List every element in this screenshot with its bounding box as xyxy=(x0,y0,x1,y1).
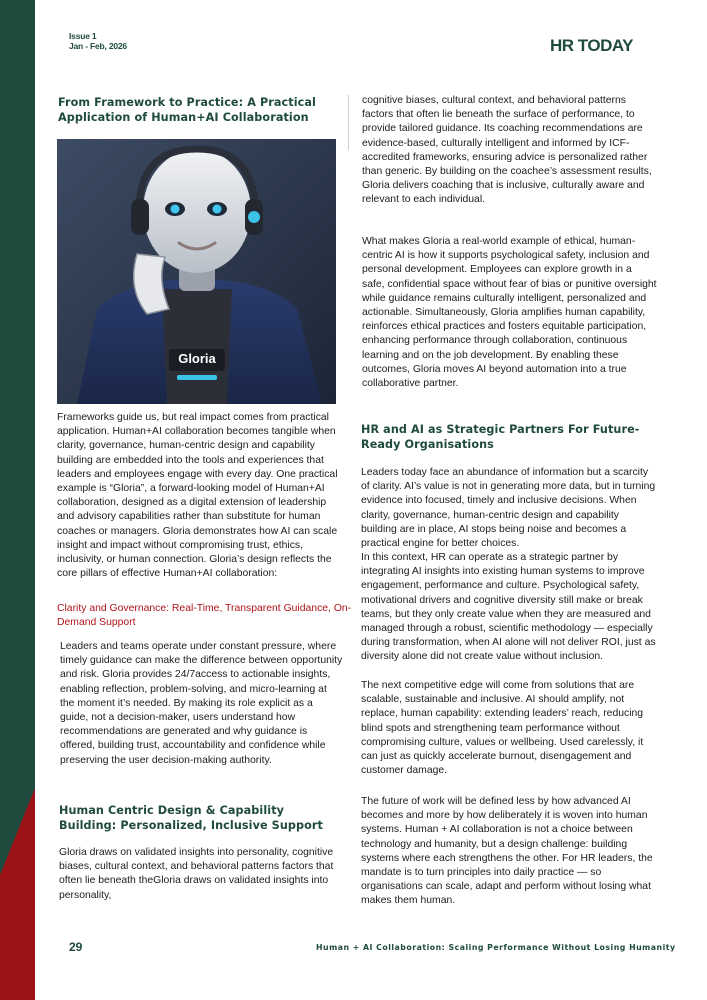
subheading-clarity: Clarity and Governance: Real-Time, Transparent Guidance, On-Demand Support xyxy=(57,603,352,629)
section-title-strategic-partners: HR and AI as Strategic Partners For Future-Ready Organisations xyxy=(361,423,640,451)
issue-number: Issue 1 xyxy=(69,31,97,41)
robot-illustration xyxy=(57,139,336,404)
column-divider xyxy=(348,95,349,150)
hr-today-logo xyxy=(550,36,633,56)
section-title-framework: From Framework to Practice: A Practical Application of Human+AI Collaboration xyxy=(58,96,316,124)
future-of-work-paragraph: The future of work will be defined less by how advanced AI becomes and more by how deliberately it is woven into human systems. Human + AI collaboration is not a choice between technology and humanity, but a design challenge: building systems where each strengthens the other. For HR leaders, the mandate is to turn principles into daily practice — so organisations can scale, adapt and perform without losing what makes them human. xyxy=(361,796,653,907)
clarity-paragraph: Leaders and teams operate under constant pressure, where timely guidance can make the difference between opportunity and risk. Gloria provides 24/7access to actionable insights, enabling reflection, problem-solving, and micro-learning at the moment it’s needed. By making its role explicit as a guide, not a decision-maker, users understand how recommendations are generated and why guidance is offered, building trust, accountability and confidence while preserving the user decision-making authority. xyxy=(60,641,343,766)
issue-info xyxy=(69,31,127,51)
gloria-robot-photo xyxy=(57,139,336,404)
intro-paragraph: Frameworks guide us, but real impact comes from practical application. Human+AI collaboration becomes tangible when clarity, governance, human-centric design and capability building are embedded into the tools and experiences that leaders and employees engage with every day. One practical example is “Gloria”, a forward-looking model of Human+AI collaboration, designed as a digital extension of leadership and advisory capabilities rather than substitute for human coaches or managers. Gloria demonstrates how AI can scale insight and impact without compromising trust, ethics, inclusivity, or human connection. Gloria’s design reflects the core pillars of effective Human+AI collaboration: xyxy=(57,412,338,580)
competitive-edge-paragraph: The next competitive edge will come from solutions that are scalable, sustainable and inclusive. AI should amplify, not replace, human capability: extending leaders’ reach, reducing blind spots and strengthening team performance without compromising culture, values or wellbeing. Used carelessly, it can just as quickly accelerate burnout, disengagement and customer damage. xyxy=(361,680,644,777)
running-footer-title: Human + AI Collaboration: Scaling Performance Without Losing Humanity xyxy=(316,943,676,952)
issue-date: Jan - Feb, 2026 xyxy=(69,41,127,51)
leaders-paragraph: Leaders today face an abundance of information but a scarcity of clarity. AI’s value is not in generating more data, but in turning evidence into focused, timely and inclusive decisions. When clarity, governance, human-centric design and capability building are in place, AI stops being noise and becomes a practical engine for better choices. xyxy=(361,467,656,550)
logo-text: HR TODAY xyxy=(550,36,633,55)
continuation-paragraph: cognitive biases, cultural context, and behavioral patterns factors that often lie beneath the surface of performance, to provide tailored guidance. Its coaching recommendations are evidence-based, culturally intelligent and informed by ICF-accredited frameworks, ensuring advice is personalized rather than generic. By building on the coachee’s assessment results, Gloria delivers coaching that is inclusive, culturally aware and relevant to each individual. xyxy=(362,95,652,206)
human-centric-paragraph: Gloria draws on validated insights into personality, cognitive biases, cultural context, and behavioral patterns factors that often lie beneath theGloria draws on validated insights into personality, xyxy=(59,847,334,901)
ethical-ai-paragraph: What makes Gloria a real-world example of ethical, human-centric AI is how it supports psychological safety, inclusion and personal development. Employees can explore growth in a safe, confidential space without fear of bias or punitive oversight while guidance remains culturally intelligent, personalized and actionable. Simultaneously, Gloria amplifies human capability, reinforces ethical practices and fosters equitable participation, enhancing performance through collaboration, continuous learning and on the job development. By enabling these outcomes, Gloria moves AI beyond automation into a true collaborative partner. xyxy=(362,236,657,390)
section-title-human-centric: Human Centric Design & Capability Building: Personalized, Inclusive Support xyxy=(59,804,323,832)
context-paragraph: In this context, HR can operate as a strategic partner by integrating AI insights into existing human systems to improve engagement, performance and culture. Psychological safety, motivational drivers and cognitive diversity still make or break teams, but they only create value when they are measured and managed through a robust, scientific methodology — especially during transformation, when AI alone will not deliver ROI, just as diversity alone did not create value without inclusion. xyxy=(361,552,656,663)
robot-name-label: Gloria xyxy=(178,351,216,366)
page-number: 29 xyxy=(69,940,83,954)
